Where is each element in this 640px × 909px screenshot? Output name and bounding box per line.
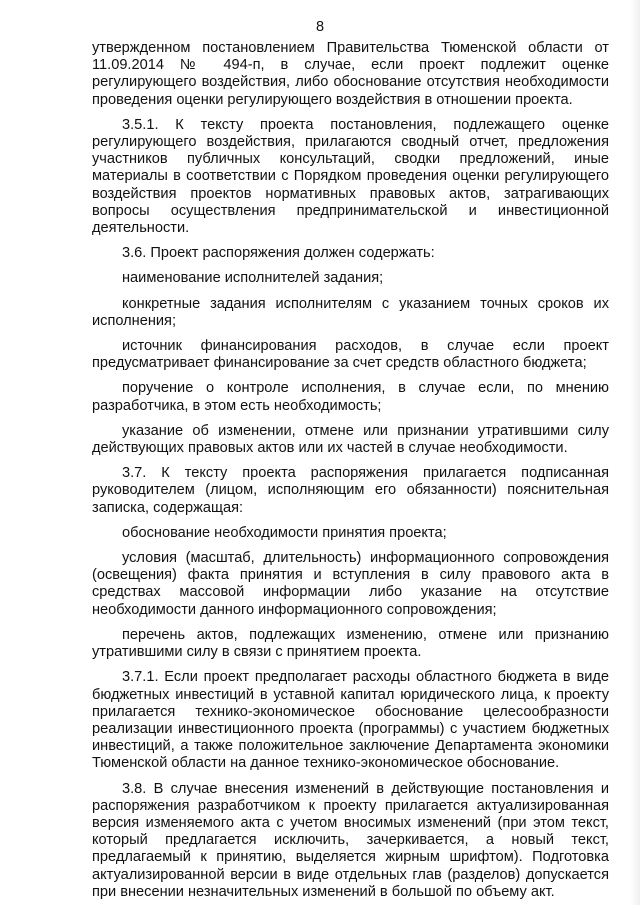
paragraph-3-7: 3.7. К тексту проекта распоряжения прилагается подписанная руководителем (лицом, исполняющим его обязанности) пояснительная записка, содержащая:: [92, 465, 609, 516]
list-item-financing: источник финансирования расходов, в случае если проект предусматривает финансирование за счет средств областного бюджета;: [92, 338, 609, 372]
paragraph-continuation: утвержденном постановлением Правительства Тюменской области от 11.09.2014 № 494-п, в случае, если проект подлежит оценке регулирующего воздействия, либо обоснование отсутствия необходимости проведения оценки регулирующего воздействия в отношении проекта.: [92, 40, 609, 108]
page-edge-shadow: [630, 0, 640, 905]
paragraph-3-8: 3.8. В случае внесения изменений в действующие постановления и распоряжения разработчиком к проекту прилагается актуализированная версия изменяемого акта с учетом вносимых изменений (при этом текст, который предлагается исключить, зачеркивается, а новый текст, предлагаемый к принятию, выделяется жирным шрифтом). Подготовка актуализированной версии в виде отдельных глав (разделов) допускается при внесении незначительных изменений в большой по объему акт.: [92, 780, 609, 900]
list-item-control: поручение о контроле исполнения, в случае если, по мнению разработчика, в этом есть необходимость;: [92, 380, 609, 414]
document-body: [92, 40, 609, 909]
list-item-tasks: конкретные задания исполнителям с указанием точных сроков их исполнения;: [92, 295, 609, 329]
page-number: 8: [315, 19, 325, 35]
list-item-acts: перечень актов, подлежащих изменению, отмене или признанию утратившими силу в связи с принятием проекта.: [92, 626, 609, 661]
list-item-media: условия (масштаб, длительность) информационного сопровождения (освещения) факта принятия и вступления в силу правового акта в средствах массовой информации либо указание на отсутствие необходимости данного информационного сопровождения;: [92, 550, 609, 618]
list-item-justification: обоснование необходимости принятия проекта;: [122, 524, 447, 541]
paragraph-3-6: 3.6. Проект распоряжения должен содержать:: [122, 245, 435, 262]
list-item-executors: наименование исполнителей задания;: [122, 270, 384, 287]
paragraph-3-5-1: 3.5.1. К тексту проекта постановления, подлежащего оценке регулирующего воздействия, прилагаются сводный отчет, предложения участников публичных консультаций, сводки предложений, иные материалы в соответствии с Порядком проведения оценки регулирующего воздействия проектов нормативных правовых актов, затрагивающих вопросы осуществления предпринимательской и инвестиционной деятельности.: [92, 116, 609, 237]
paragraph-3-7-1: 3.7.1. Если проект предполагает расходы областного бюджета в виде бюджетных инвестиций в уставной капитал юридического лица, к проекту прилагается технико-экономическое обоснование целесообразности реализации инвестиционного проекта (программы) с участием бюджетных инвестиций, а также положительное заключение Департамента экономики Тюменской области на данное технико-экономическое обоснование.: [92, 669, 609, 772]
list-item-changes: указание об изменении, отмене или признании утратившими силу действующих правовых актов или их частей в случае необходимости.: [92, 422, 609, 457]
